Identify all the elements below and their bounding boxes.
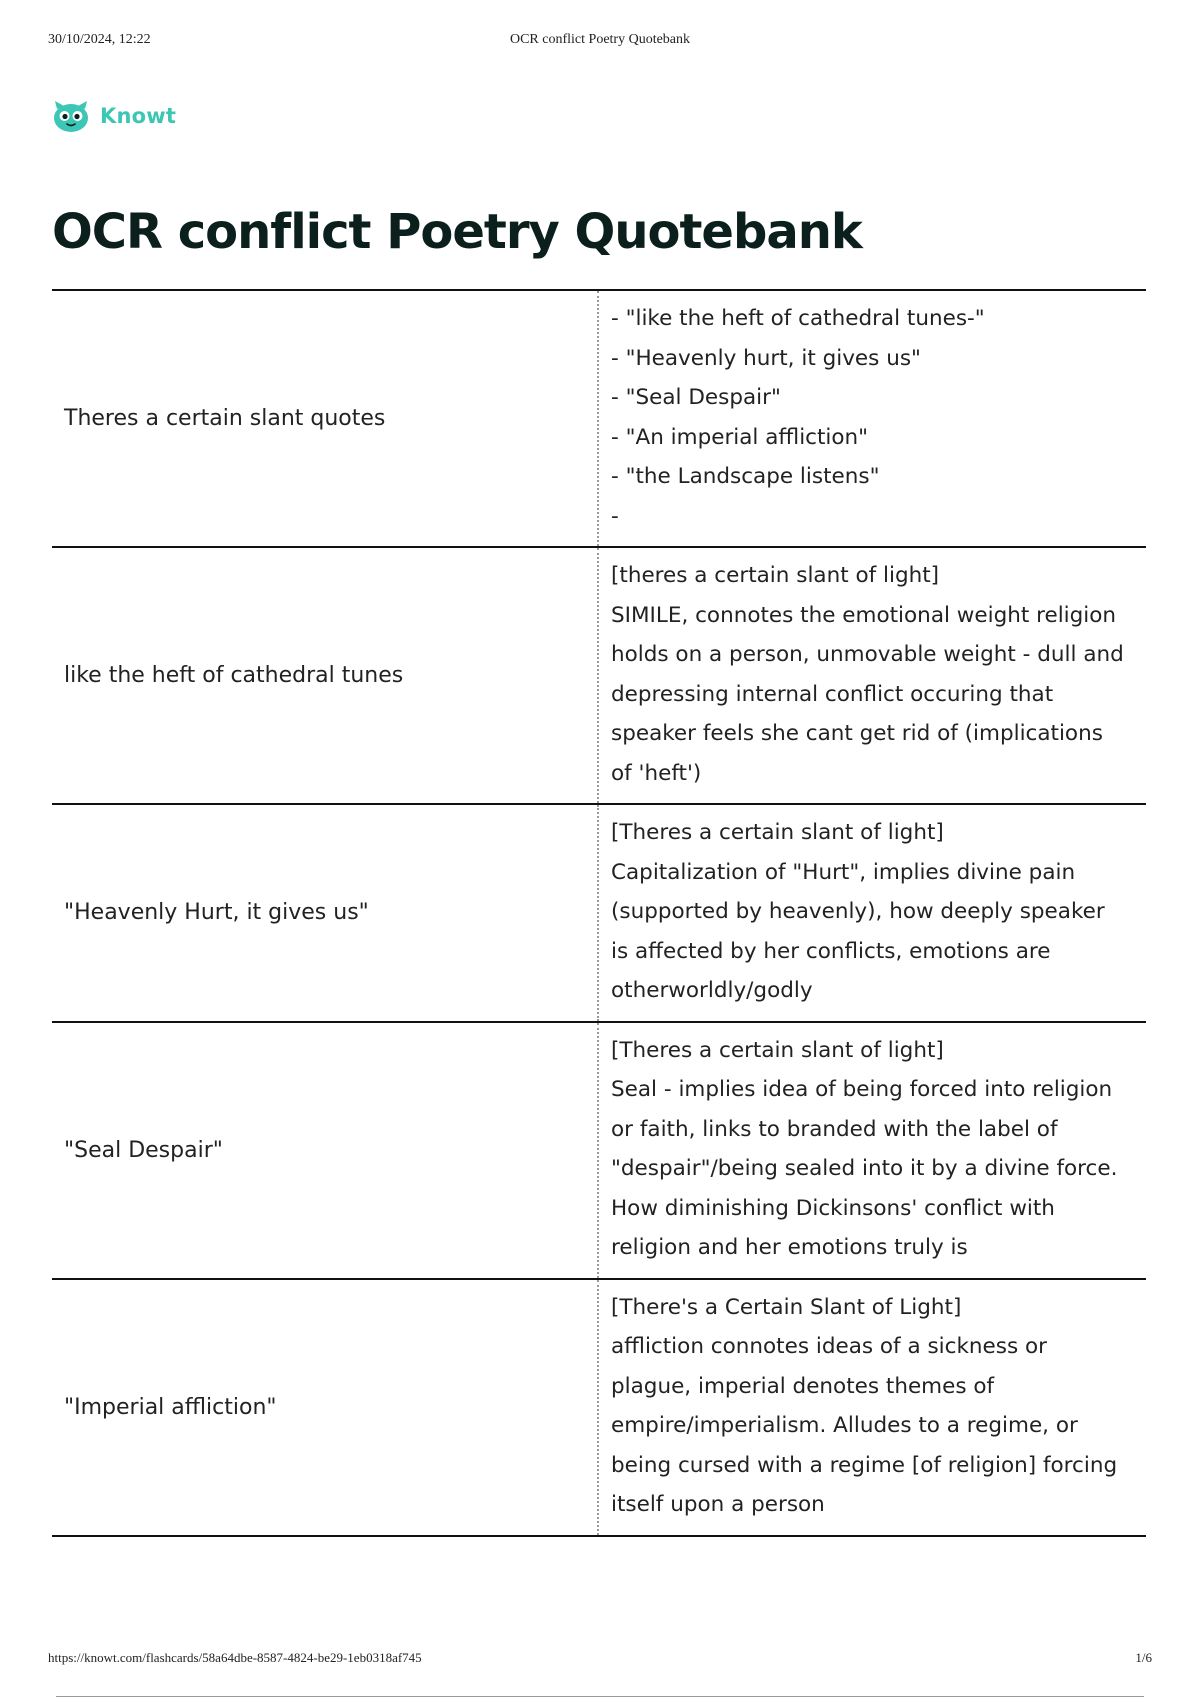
definition-line: Capitalization of "Hurt", implies divine pain [611, 859, 1076, 885]
definition-line: - "like the heft of cathedral tunes-" [611, 306, 985, 331]
knowt-mascot-icon [52, 99, 90, 133]
term-cell [52, 548, 599, 803]
definition-line: religion and her emotions truly is [611, 1235, 968, 1260]
definition-line: or faith, links to branded with the label of [611, 1116, 1058, 1142]
definition-line: empire/imperialism. Alludes to a regime, or [611, 1413, 1078, 1438]
definition-line: - "An imperial affliction" [611, 424, 869, 450]
definition-cell [599, 291, 1146, 546]
print-document-title: OCR conflict Poetry Quotebank [509, 32, 691, 47]
print-footer [48, 1650, 1152, 1670]
term-cell [52, 1280, 599, 1535]
definition-line: - "the Landscape listens" [611, 464, 880, 489]
term-text: "Heavenly Hurt, it gives us" [64, 900, 369, 926]
definition-line: of 'heft') [611, 760, 702, 786]
definition-cell [599, 548, 1146, 803]
definition-line: - "Seal Despair" [611, 385, 781, 410]
quotebank-table [52, 289, 1146, 1537]
definition-line: Seal - implies idea of being forced into religion [611, 1077, 1113, 1102]
definition-line: SIMILE, connotes the emotional weight religion [611, 602, 1117, 628]
definition-line: - [611, 503, 619, 529]
term-text: like the heft of cathedral tunes [64, 663, 404, 688]
page-number: 1/6 [1135, 1650, 1152, 1665]
definition-cell [599, 1023, 1146, 1278]
term-text: "Seal Despair" [64, 1137, 223, 1163]
definition-line: being cursed with a regime [of religion] forcing [611, 1452, 1118, 1478]
bottom-divider [56, 1696, 1144, 1697]
knowt-logo[interactable] [52, 96, 176, 136]
definition-line: is affected by her conflicts, emotions are [611, 938, 1051, 964]
definition-line: How diminishing Dickinsons' conflict with [611, 1195, 1055, 1221]
term-cell [52, 1023, 599, 1278]
definition-line: [There's a Certain Slant of Light] [611, 1294, 962, 1320]
definition-line: depressing internal conflict occuring that [611, 681, 1054, 707]
knowt-brand-name: Knowt [100, 104, 177, 128]
table-row [52, 805, 1146, 1023]
definition-line: "despair"/being sealed into it by a divine force. [611, 1156, 1118, 1181]
term-text: Theres a certain slant quotes [64, 406, 386, 431]
definition-line: affliction connotes ideas of a sickness or [611, 1334, 1048, 1359]
definition-line: plague, imperial denotes themes of [611, 1373, 995, 1399]
definition-line: speaker feels she cant get rid of (implications [611, 721, 1103, 746]
definition-line: [Theres a certain slant of light] [611, 820, 944, 845]
definition-line: otherworldly/godly [611, 978, 813, 1003]
page-title: OCR conflict Poetry Quotebank [52, 204, 862, 260]
definition-line: (supported by heavenly), how deeply speaker [611, 899, 1105, 924]
definition-line: [Theres a certain slant of light] [611, 1037, 944, 1063]
definition-line: - "Heavenly hurt, it gives us" [611, 345, 921, 371]
term-cell [52, 805, 599, 1021]
definition-cell [599, 1280, 1146, 1535]
definition-cell [599, 805, 1146, 1021]
print-url[interactable]: https://knowt.com/flashcards/58a64dbe-8587-4824-be29-1eb0318af745 [48, 1650, 422, 1665]
print-header [48, 32, 1152, 52]
term-cell [52, 291, 599, 546]
print-timestamp: 30/10/2024, 12:22 [48, 32, 151, 47]
definition-line: itself upon a person [611, 1492, 825, 1517]
table-row [52, 1280, 1146, 1537]
table-row [52, 548, 1146, 805]
table-row [52, 291, 1146, 548]
definition-line: holds on a person, unmovable weight - dull and [611, 642, 1124, 667]
table-row [52, 1023, 1146, 1280]
definition-line: [theres a certain slant of light] [611, 563, 940, 588]
term-text: "Imperial affliction" [64, 1394, 277, 1420]
